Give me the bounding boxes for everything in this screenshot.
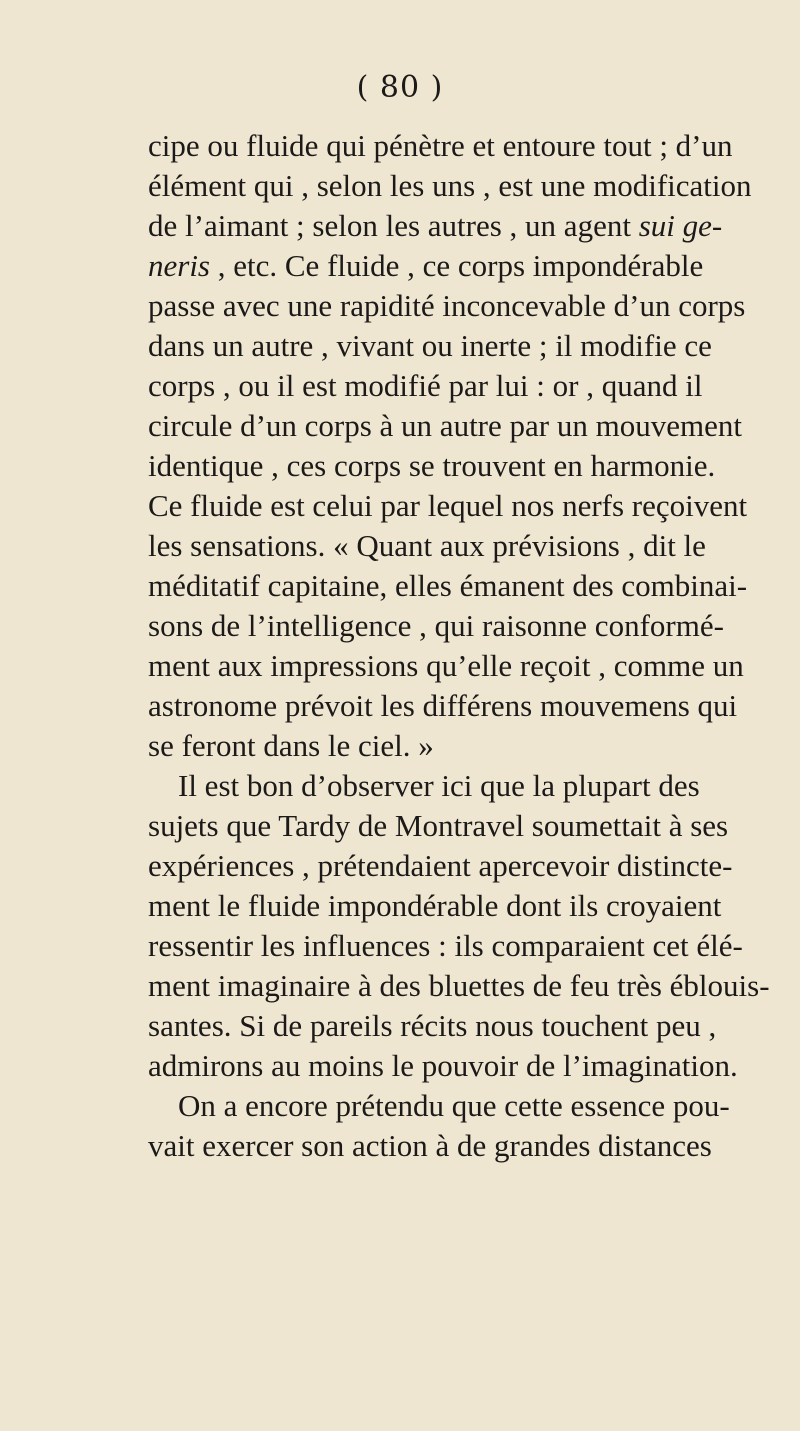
text-line-roman: de l’aimant ; selon les autres , un agent [148,208,639,243]
text-line [148,246,704,286]
text-line: ment imaginaire à des bluettes de feu très éblouis- [148,968,770,1003]
text-line-paragraph-end: se feront dans le ciel. » [148,728,434,763]
text-line: identique , ces corps se trouvent en harmonie. [148,448,716,483]
text-line: astronome prévoit les différens mouvemens qui [148,688,738,723]
text-line: méditatif capitaine, elles émanent des combinai- [148,568,748,603]
text-line: dans un autre , vivant ou inerte ; il modifie ce [148,328,712,363]
text-line: circule d’un corps à un autre par un mouvement [148,408,742,443]
text-line: corps , ou il est modifié par lui : or , quand il [148,368,703,403]
body-text [148,126,770,1166]
text-line: vait exercer son action à de grandes distances [148,1128,712,1163]
text-line-roman: , etc. Ce fluide , ce corps impondérable [210,248,704,283]
page-number: ( 80 ) [356,70,444,105]
text-line-italic: sui ge- [638,208,723,243]
text-line-italic: neris [148,248,210,283]
text-line: élément qui , selon les uns , est une modification [148,168,752,203]
text-line: ressentir les influences : ils comparaient cet élé- [148,928,743,963]
text-line: cipe ou fluide qui pénètre et entoure tout ; d’un [148,128,733,163]
text-line: sujets que Tardy de Montravel soumettait à ses [148,808,729,843]
text-line: Ce fluide est celui par lequel nos nerfs reçoivent [148,488,748,523]
text-line: passe avec une rapidité inconcevable d’un corps [148,288,746,323]
text-line: sons de l’intelligence , qui raisonne conformé- [148,608,724,643]
text-line: admirons au moins le pouvoir de l’imagination. [148,1048,738,1083]
text-line [148,206,723,246]
text-line: ment le fluide impondérable dont ils croyaient [148,888,722,923]
text-line: expériences , prétendaient apercevoir distincte- [148,848,733,883]
text-line: les sensations. « Quant aux prévisions , dit le [148,528,706,563]
text-line-paragraph-start: On a encore prétendu que cette essence pou- [178,1088,730,1123]
text-line: ment aux impressions qu’elle reçoit , comme un [148,648,744,683]
text-line-paragraph-start: Il est bon d’observer ici que la plupart des [178,768,700,803]
text-line: santes. Si de pareils récits nous touchent peu , [148,1008,717,1043]
